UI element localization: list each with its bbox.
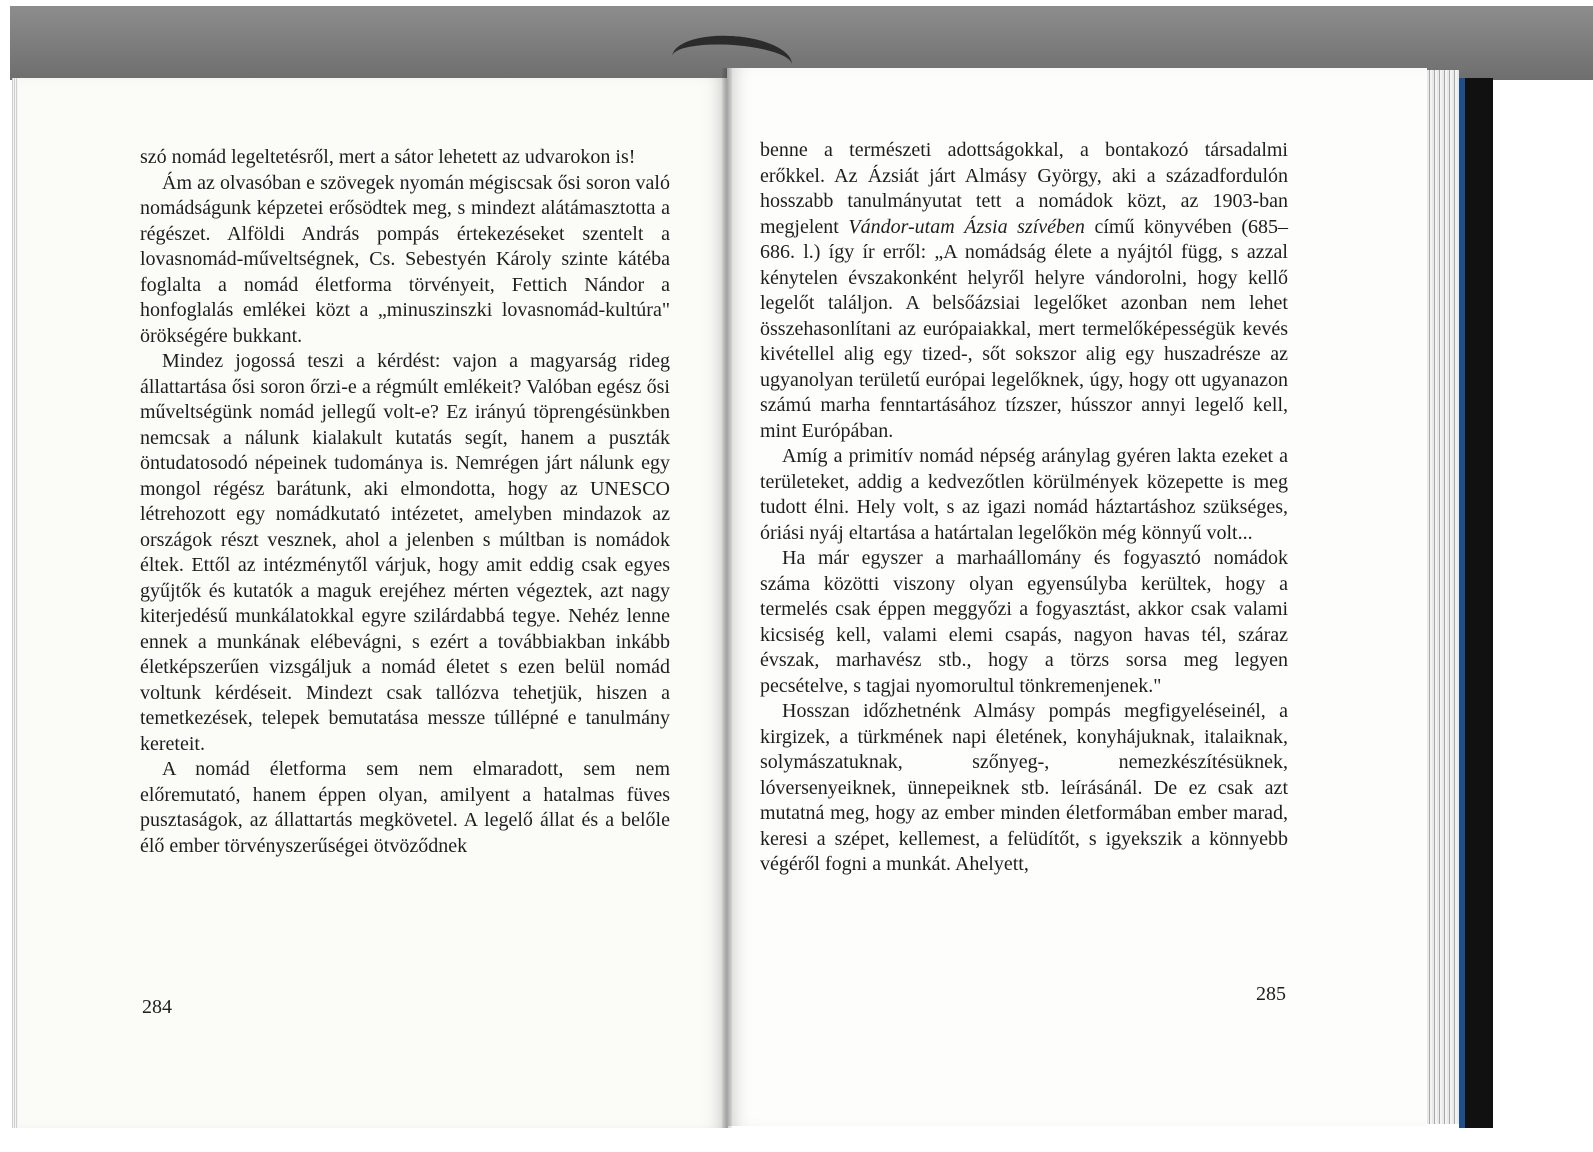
- right-paragraph: Ha már egyszer a marhaállomány és fogyasztó nomádok száma közötti viszony olyan egyensúlyba kerültek, hogy a termelés csak éppen meggyőzi a fogyasztást, akkor csak valami kicsiség kell, valami elemi csapás, nagyon havas tél, száraz évszak, marhavész stb., hogy a törzs sorsa meg legyen pecsételve, s tagjai nyomorultul tönkremenjenek.": [760, 547, 1288, 697]
- paragraph-text: benne a természeti adottságokkal, a bontakozó társadalmi erőkkel. Az Ázsiát járt Almásy György, aki a századfordulón hosszabb tanulmányutat tett a nomádok közt, az 1903-ban megjelent: [760, 139, 1288, 238]
- paragraph-text: című könyvében (685–686. l.) így ír erről: „A nomádság élete a nyájtól függ, s azzal kénytelen évszakonként helyről helyre vándorolni, hogy kellő legelőt találjon. A belsőázsiai legelőket azonban nem lehet összehasonlítani az európaiakkal, mert termelőképességük kevés kivétellel alig egy tized-, sőt sokszor alig egy huszadrésze az ugyanolyan területű európai legelőknek, úgy, hogy ott ugyanazon számú marha fenntartásához tízszer, hússzor annyi legelő kell, mint Európában.: [760, 215, 1288, 442]
- right-page-stack: [1427, 70, 1459, 1124]
- right-paragraph: [760, 138, 1288, 444]
- left-page-edges: [12, 78, 18, 1128]
- page-number-right: 285: [1256, 983, 1286, 1005]
- book-cover-edge: [1465, 78, 1493, 1128]
- right-paragraph: Amíg a primitív nomád népség aránylag gyéren lakta ezeket a területeket, addig a kedvezőtlen körülmények közepette is meg tudott élni. Hely volt, s az igazi nomád háztartáshoz szükséges, óriási nyáj eltartása a határtalan legelőkön még könnyű volt...: [760, 445, 1288, 544]
- right-page-text: [760, 138, 1288, 878]
- book-gutter: [722, 68, 732, 1128]
- left-paragraph: Mindez jogossá teszi a kérdést: vajon a magyarság rideg állattartása ősi soron őrzi-e a régmúlt emlékeit? Valóban egész ősi műveltségünk nomád jellegű volt-e? Ez irányú töprengésünkben nemcsak a nálunk kialakult kutatás segít, hanem a puszták öntudatosodó népeinek tudománya is. Nemrégen járt nálunk egy mongol régész barátunk, aki elmondotta, hogy az UNESCO létrehozott egy nomádkutató intézetet, amelyben mindazok az országok részt vesznek, ahol a jelenben s múltban is nomádok éltek. Ettől az intézménytől várjuk, hogy amit eddig csak egyes gyűjtők és kutatók a maguk erejéhez mérten végeztek, azt nagy kiterjedésű munkálatokkal egyre szilárdabbá tegye. Nehéz lenne ennek a munkának elébevágni, s ezért a továbbiakban inkább életképszerűen vizsgáljuk a nomád életet s ezen belül nomád voltunk kérdéseit. Mindezt csak tallózva tehetjük, hiszen a temetkezések, telepek bemutatása messze túllépné e tanulmány kereteit.: [140, 350, 670, 755]
- left-paragraph: szó nomád legeltetésről, mert a sátor lehetett az udvarokon is!: [140, 146, 636, 168]
- book-title: Vándor-utam Ázsia szívében: [848, 215, 1085, 238]
- left-page-text: [140, 145, 670, 859]
- left-paragraph: Ám az olvasóban e szövegek nyomán mégiscsak ősi soron való nomádságunk képzetei erősödtek meg, s mindezt alátámasztotta a régészet. Alföldi András pompás értekezéseket szentelt a lovasnomád-műveltségnek, Cs. Sebestyén Károly szinte kátéba foglalta a nomád életforma törvényeit, Fettich Nándor a honfoglalás emlékei közt a „minuszinszki lovasnomád-kultúra" örökségére bukkant.: [140, 171, 670, 347]
- left-paragraph: A nomád életforma sem nem elmaradott, sem nem előremutató, hanem éppen olyan, amilyent a hatalmas füves pusztaságok, az állattartás megkövetel. A legelő állat és a belőle élő ember törvényszerűségei ötvöződnek: [140, 758, 670, 857]
- right-paragraph: Hosszan időzhetnénk Almásy pompás megfigyeléseinél, a kirgizek, a türkmének napi életének, konyhájuknak, italaiknak, solymászatuknak, szőnyeg-, nemezkészítésüknek, lóversenyeiknek, ünnepeiknek stb. leírásánál. De ez csak azt mutatná meg, hogy az ember minden életformában ember marad, keresi a szépet, kellemest, a felüdítőt, s igyekszik a könnyebb végéről fogni a munkát. Ahelyett,: [760, 700, 1288, 875]
- page-number-left: 284: [142, 996, 172, 1018]
